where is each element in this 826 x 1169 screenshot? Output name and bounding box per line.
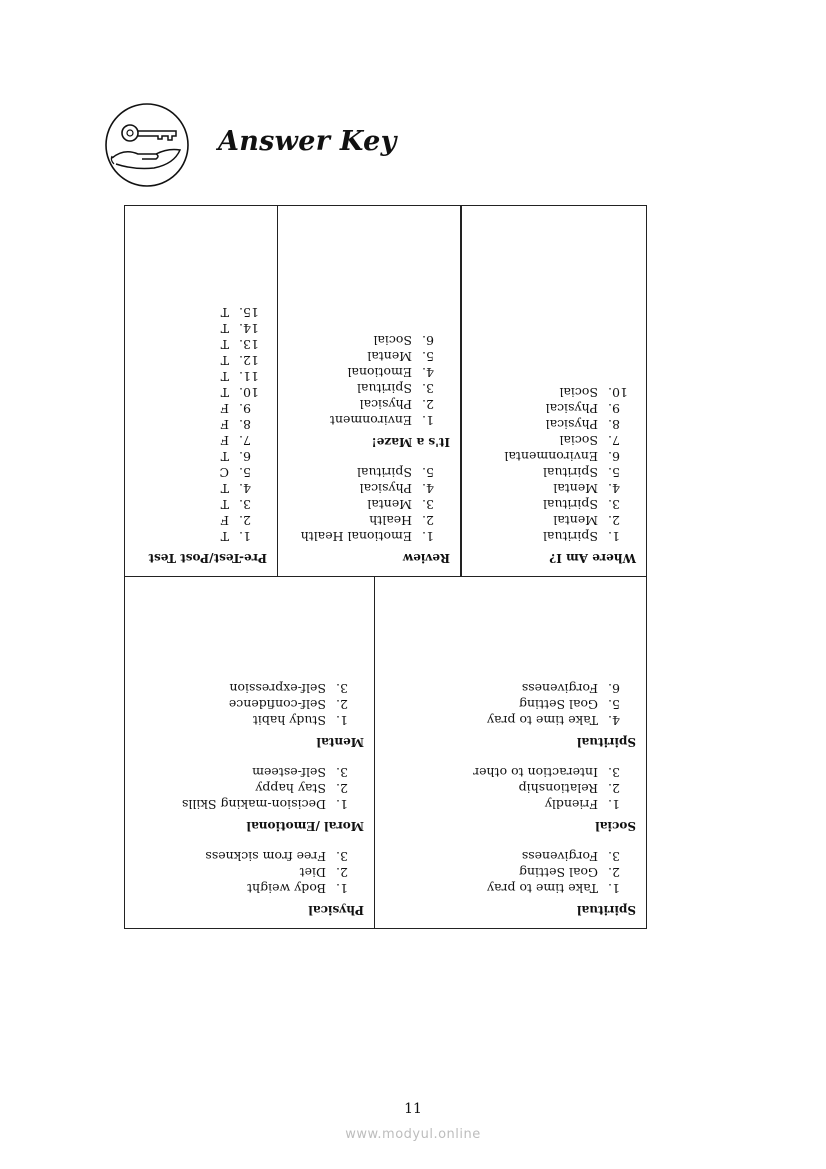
item-answer: Take time to pray — [486, 713, 598, 728]
answer-item — [133, 352, 267, 368]
item-number: 5. — [608, 697, 620, 712]
answer-item — [133, 496, 267, 512]
item-number: 15. — [239, 305, 259, 320]
item-answer: Stay happy — [255, 781, 326, 796]
item-number: 1. — [422, 413, 434, 428]
item-number: 5. — [239, 465, 251, 480]
item-number: 2. — [336, 697, 348, 712]
item-number: 1. — [336, 713, 348, 728]
review-heading: Review — [402, 551, 450, 565]
item-answer: Spiritual — [356, 381, 412, 396]
answer-item — [133, 864, 364, 880]
item-number: 1. — [239, 529, 251, 544]
answer-item — [470, 400, 636, 416]
item-number: 5. — [422, 349, 434, 364]
item-answer: Physical — [545, 417, 598, 432]
answer-item — [470, 480, 636, 496]
answer-item — [286, 380, 450, 396]
answer-item — [286, 464, 450, 480]
watermark: www.modyul.online — [345, 1127, 481, 1142]
pretest-heading: Pre-Test/Post Test — [148, 551, 267, 565]
item-number: 12. — [239, 353, 259, 368]
item-number: 4. — [608, 481, 620, 496]
answer-item — [133, 400, 267, 416]
item-number: 3. — [239, 497, 251, 512]
section-answer-list — [133, 680, 364, 728]
physical-sections — [133, 585, 364, 918]
answer-item — [133, 432, 267, 448]
item-number: 4. — [422, 481, 434, 496]
answer-item — [133, 796, 364, 812]
item-number: 1. — [608, 529, 620, 544]
physical-box — [124, 576, 375, 929]
answer-item — [383, 780, 636, 796]
item-answer: Mental — [367, 349, 412, 364]
item-number: 2. — [239, 513, 251, 528]
item-number: 9. — [608, 401, 620, 416]
answer-item — [286, 364, 450, 380]
answer-item — [383, 712, 636, 728]
item-number: 1. — [422, 529, 434, 544]
where-am-i-heading: Where Am I? — [549, 551, 636, 565]
item-answer: Social — [559, 385, 598, 400]
item-answer: Self-confidence — [228, 697, 326, 712]
item-answer: F — [220, 401, 229, 416]
answer-item — [133, 780, 364, 796]
item-number: 7. — [608, 433, 620, 448]
item-answer: C — [219, 465, 229, 480]
item-number: 2. — [422, 397, 434, 412]
item-number: 10. — [239, 385, 259, 400]
item-answer: Physical — [359, 397, 412, 412]
item-number: 8. — [239, 417, 251, 432]
answer-item — [286, 496, 450, 512]
section-answer-list — [383, 764, 636, 812]
item-number: 4. — [608, 713, 620, 728]
answer-item — [383, 696, 636, 712]
answer-item — [133, 464, 267, 480]
item-number: 5. — [422, 465, 434, 480]
item-number: 3. — [336, 765, 348, 780]
answer-item — [470, 448, 636, 464]
item-answer: T — [220, 305, 229, 320]
maze-heading: It's a Maze! — [371, 435, 450, 449]
item-answer: Mental — [553, 513, 598, 528]
item-number: 2. — [608, 865, 620, 880]
answer-item — [286, 480, 450, 496]
item-number: 4. — [239, 481, 251, 496]
section-heading: Mental — [316, 735, 364, 749]
item-number: 6. — [422, 333, 434, 348]
item-answer: T — [220, 385, 229, 400]
item-number: 1. — [336, 881, 348, 896]
item-number: 6. — [608, 681, 620, 696]
answer-item — [383, 680, 636, 696]
item-answer: Health — [369, 513, 412, 528]
item-answer: Emotional Health — [300, 529, 412, 544]
answer-item — [133, 680, 364, 696]
item-number: 3. — [336, 849, 348, 864]
item-answer: Study habit — [252, 713, 326, 728]
item-answer: F — [220, 417, 229, 432]
section-answer-list — [133, 848, 364, 896]
answer-item — [470, 464, 636, 480]
item-answer: Social — [559, 433, 598, 448]
item-number: 3. — [422, 381, 434, 396]
item-answer: Self-esteem — [252, 765, 326, 780]
item-number: 2. — [336, 781, 348, 796]
item-number: 6. — [608, 449, 620, 464]
item-number: 1. — [608, 797, 620, 812]
item-answer: T — [220, 369, 229, 384]
item-answer: Mental — [553, 481, 598, 496]
answer-item — [470, 496, 636, 512]
answer-item — [133, 416, 267, 432]
item-number: 4. — [422, 365, 434, 380]
item-answer: Emotional — [347, 365, 412, 380]
answer-item — [133, 848, 364, 864]
item-answer: Decision-making Skills — [181, 797, 326, 812]
answer-item — [383, 764, 636, 780]
answer-item — [470, 512, 636, 528]
item-number: 7. — [239, 433, 251, 448]
review-box — [277, 205, 461, 577]
pretest-answer-list — [133, 304, 267, 544]
item-answer: T — [220, 353, 229, 368]
section-heading: Physical — [308, 903, 364, 917]
item-answer: Social — [373, 333, 412, 348]
review-answer-list — [286, 464, 450, 544]
answer-item — [133, 448, 267, 464]
item-answer: Environmental — [504, 449, 598, 464]
item-answer: Friendly — [544, 797, 598, 812]
item-number: 10. — [608, 385, 628, 400]
item-answer: Mental — [367, 497, 412, 512]
item-answer: F — [220, 433, 229, 448]
answer-item — [133, 304, 267, 320]
item-number: 3. — [336, 681, 348, 696]
item-answer: Spiritual — [542, 497, 598, 512]
key-in-hand-icon — [104, 102, 190, 188]
item-answer: Interaction to other — [473, 765, 598, 780]
item-answer: Spiritual — [542, 465, 598, 480]
answer-item — [133, 528, 267, 544]
maze-answer-list — [286, 332, 450, 428]
item-number: 8. — [608, 417, 620, 432]
item-number: 5. — [608, 465, 620, 480]
answer-item — [286, 348, 450, 364]
item-number: 9. — [239, 401, 251, 416]
section-answer-list — [133, 764, 364, 812]
item-answer: T — [220, 481, 229, 496]
answer-item — [286, 396, 450, 412]
answer-item — [383, 880, 636, 896]
item-number: 1. — [336, 797, 348, 812]
answer-item — [286, 512, 450, 528]
item-answer: Physical — [545, 401, 598, 416]
answer-item — [470, 432, 636, 448]
answer-item — [133, 368, 267, 384]
item-number: 6. — [239, 449, 251, 464]
section-heading: Spiritual — [576, 903, 636, 917]
item-answer: Spiritual — [542, 529, 598, 544]
spiritual-sections — [383, 585, 636, 918]
answer-item — [133, 696, 364, 712]
answer-item — [383, 796, 636, 812]
where-am-i-box — [461, 205, 647, 577]
answer-item — [286, 528, 450, 544]
item-number: 2. — [336, 865, 348, 880]
item-number: 3. — [608, 765, 620, 780]
where-am-i-answer-list — [470, 384, 636, 544]
answer-item — [133, 880, 364, 896]
answer-item — [286, 332, 450, 348]
answer-item — [470, 384, 636, 400]
answer-item — [133, 712, 364, 728]
item-number: 13. — [239, 337, 259, 352]
item-number: 2. — [608, 781, 620, 796]
section-heading: Social — [595, 819, 636, 833]
section-answer-list — [383, 680, 636, 728]
section-answer-list — [383, 848, 636, 896]
item-answer: Environment — [329, 413, 412, 428]
item-answer: Relationship — [518, 781, 598, 796]
item-number: 2. — [608, 513, 620, 528]
answer-item — [286, 412, 450, 428]
item-number: 2. — [422, 513, 434, 528]
item-answer: T — [220, 449, 229, 464]
answer-item — [133, 480, 267, 496]
item-number: 14. — [239, 321, 259, 336]
page-number: 11 — [404, 1101, 422, 1117]
answer-item — [133, 336, 267, 352]
item-answer: Spiritual — [356, 465, 412, 480]
answer-item — [133, 384, 267, 400]
answer-item — [133, 320, 267, 336]
item-answer: Body weight — [247, 881, 326, 896]
item-answer: Free from sickness — [205, 849, 326, 864]
item-number: 11. — [239, 369, 259, 384]
item-answer: T — [220, 337, 229, 352]
item-answer: T — [220, 321, 229, 336]
answer-item — [133, 764, 364, 780]
item-number: 3. — [608, 497, 620, 512]
answer-item — [383, 864, 636, 880]
item-answer: Diet — [299, 865, 326, 880]
item-answer: Forgiveness — [521, 849, 598, 864]
item-answer: T — [220, 497, 229, 512]
item-answer: Take time to pray — [486, 881, 598, 896]
item-answer: Goal Setting — [519, 865, 598, 880]
spiritual-box — [374, 576, 647, 929]
item-answer: F — [220, 513, 229, 528]
item-number: 1. — [608, 881, 620, 896]
page-title: Answer Key — [218, 126, 397, 157]
section-heading: Spiritual — [576, 735, 636, 749]
answer-item — [133, 512, 267, 528]
answer-item — [383, 848, 636, 864]
section-heading: Moral /Emotional — [246, 819, 364, 833]
item-answer: Goal Setting — [519, 697, 598, 712]
item-answer: Forgiveness — [521, 681, 598, 696]
item-answer: T — [220, 529, 229, 544]
item-answer: Physical — [359, 481, 412, 496]
item-answer: Self-expression — [229, 681, 326, 696]
answer-item — [470, 416, 636, 432]
item-number: 3. — [608, 849, 620, 864]
item-number: 3. — [422, 497, 434, 512]
pretest-box — [124, 205, 278, 577]
answer-item — [470, 528, 636, 544]
